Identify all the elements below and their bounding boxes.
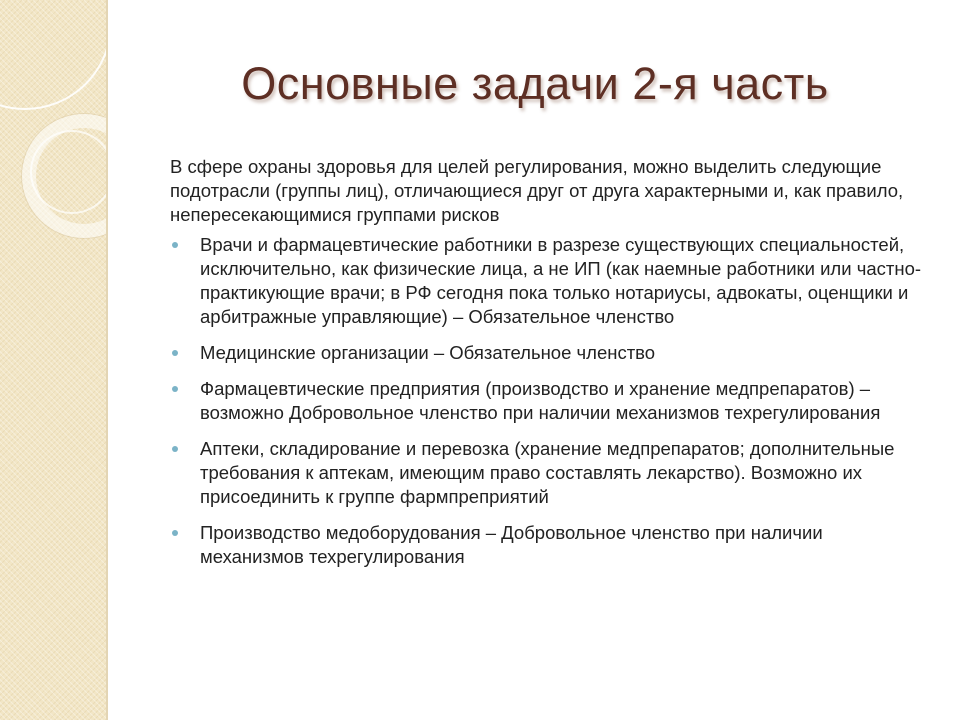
bullet-list	[170, 233, 930, 569]
decorative-ring	[30, 130, 106, 214]
list-item	[170, 233, 930, 329]
decorative-ring	[0, 0, 106, 110]
sidebar-divider	[106, 0, 108, 720]
slide-title: Основные задачи 2-я часть	[241, 58, 829, 109]
bullet-dot-icon	[172, 386, 178, 392]
list-item	[170, 437, 930, 509]
list-item-text: Производство медоборудования – Добровольное членство при наличии механизмов техрегулирования	[200, 522, 823, 567]
bullet-dot-icon	[172, 530, 178, 536]
list-item	[170, 341, 930, 365]
list-item	[170, 377, 930, 425]
slide-content	[170, 155, 930, 581]
list-item-text: Медицинские организации – Обязательное членство	[200, 342, 656, 363]
list-item-text: Фармацевтические предприятия (производство и хранение медпрепаратов) – возможно Добровольное членство при наличии механизмов техрегулирования	[200, 378, 881, 423]
list-item-text: Врачи и фармацевтические работники в разрезе существующих специальностей, исключительно, как физические лица, а не ИП (как наемные работники или частно-практикующие врачи; в РФ сегодня пока только нотариусы, адвокаты, оценщики и арбитражные управляющие) – Обязательное членство	[200, 234, 922, 327]
list-item-text: Аптеки, складирование и перевозка (хранение медпрепаратов; дополнительные требования к аптекам, имеющим право составлять лекарство). Возможно их присоединить к группе фармпреприятий	[200, 438, 895, 507]
list-item	[170, 521, 930, 569]
bullet-dot-icon	[172, 446, 178, 452]
bullet-dot-icon	[172, 350, 178, 356]
bullet-dot-icon	[172, 242, 178, 248]
intro-paragraph: В сфере охраны здоровья для целей регулирования, можно выделить следующие подотрасли (группы лиц), отличающиеся друг от друга характерными и, как правило, непересекающимися группами рисков	[170, 156, 904, 225]
decorative-sidebar	[0, 0, 106, 720]
